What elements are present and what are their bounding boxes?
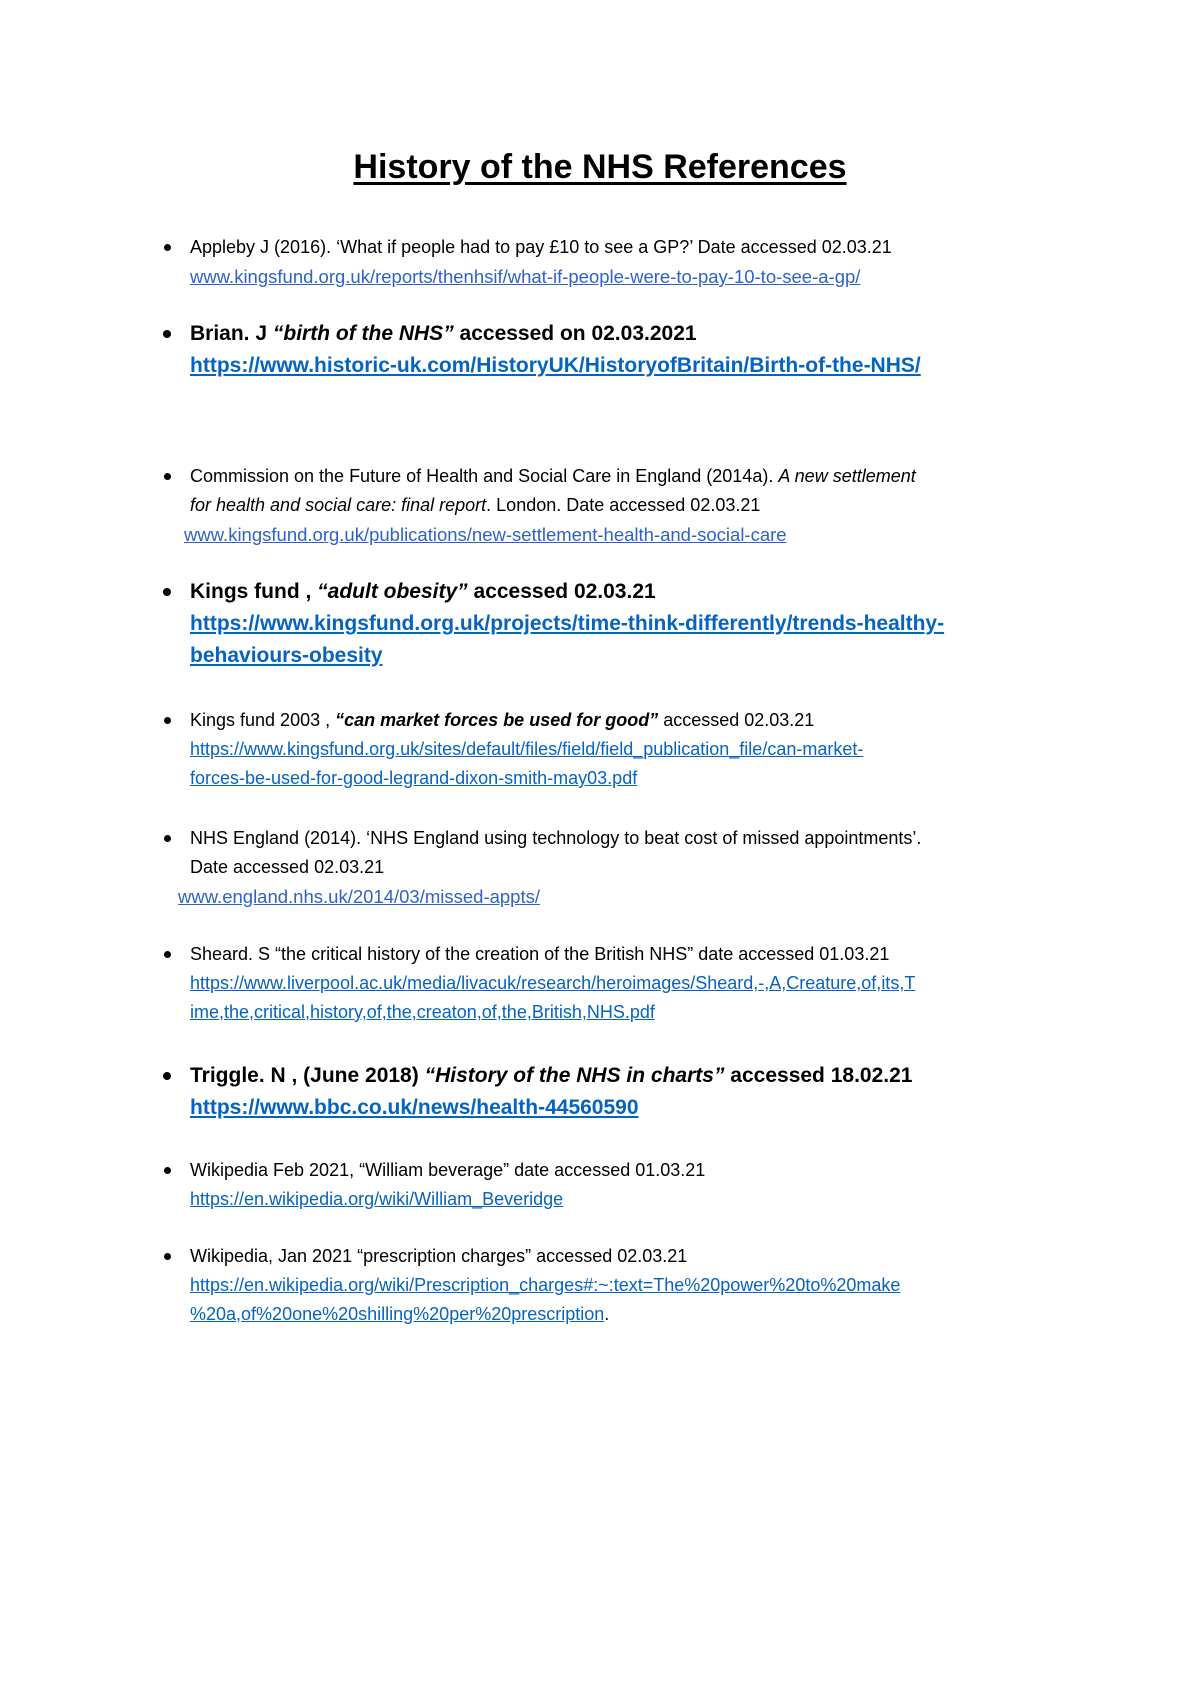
reference-author: Kings fund 2003 , — [190, 710, 336, 730]
reference-text: . London. Date accessed 02.03.21 — [486, 495, 761, 515]
reference-link[interactable]: https://en.wikipedia.org/wiki/William_Beveridge — [190, 1189, 564, 1209]
reference-link-cont[interactable]: ime,the,critical,history,of,the,creaton,of,the,British,NHS.pdf — [190, 1002, 655, 1022]
reference-accessed: accessed on 02.03.2021 — [453, 322, 697, 345]
reference-appleby — [190, 233, 1070, 292]
reference-nhs-england — [178, 824, 1070, 912]
reference-text: Commission on the Future of Health and Social Care in England (2014a). — [190, 466, 779, 486]
reference-link[interactable]: https://www.kingsfund.org.uk/projects/time-think-differently/trends-healthy- — [190, 612, 945, 635]
bullet-icon — [164, 473, 171, 480]
reference-link[interactable]: https://www.liverpool.ac.uk/media/livacuk/research/heroimages/Sheard,-,A,Creature,of,its,T — [190, 973, 916, 993]
reference-title: “can market forces be used for good” — [335, 710, 659, 730]
bullet-icon — [164, 1253, 171, 1260]
reference-brian — [190, 318, 1070, 382]
reference-triggle — [190, 1060, 1070, 1124]
reference-link[interactable]: https://en.wikipedia.org/wiki/Prescription_charges#:~:text=The%20power%20to%20make — [190, 1275, 901, 1295]
reference-link[interactable]: https://www.kingsfund.org.uk/sites/default/files/field/field_publication_file/can-market- — [190, 739, 864, 759]
reference-author: Kings fund , — [190, 580, 318, 603]
reference-wikipedia-prescription — [190, 1242, 1070, 1329]
reference-text: NHS England (2014). ‘NHS England using technology to beat cost of missed appointments’. — [190, 828, 922, 848]
reference-kings-fund-2003 — [190, 706, 1070, 793]
reference-accessed: accessed 18.02.21 — [724, 1064, 913, 1087]
reference-link-cont[interactable]: forces-be-used-for-good-legrand-dixon-smith-may03.pdf — [190, 768, 638, 788]
reference-title-cont: for health and social care: final report — [190, 495, 487, 515]
bullet-icon — [163, 330, 171, 338]
reference-link-cont[interactable]: %20a,of%20one%20shilling%20per%20prescription — [190, 1304, 605, 1324]
reference-text: Wikipedia Feb 2021, “William beverage” date accessed 01.03.21 — [190, 1160, 706, 1180]
bullet-icon — [164, 1167, 171, 1174]
reference-title: A new settlement — [778, 466, 916, 486]
reference-accessed: accessed 02.03.21 — [658, 710, 815, 730]
reference-link[interactable]: www.england.nhs.uk/2014/03/missed-appts/ — [178, 886, 540, 907]
reference-author: Brian. J — [190, 322, 273, 345]
reference-text: Sheard. S “the critical history of the creation of the British NHS” date accessed 01.03.21 — [190, 944, 890, 964]
reference-link-cont[interactable]: behaviours-obesity — [190, 644, 383, 667]
reference-link[interactable]: www.kingsfund.org.uk/publications/new-settlement-health-and-social-care — [184, 524, 787, 545]
reference-title: “History of the NHS in charts” — [424, 1064, 725, 1087]
reference-kings-fund-obesity — [190, 576, 1070, 672]
reference-title: “adult obesity” — [317, 580, 468, 603]
reference-accessed: accessed 02.03.21 — [467, 580, 656, 603]
bullet-icon — [163, 588, 171, 596]
trailing-period: . — [604, 1304, 610, 1324]
reference-author: Triggle. N , (June 2018) — [190, 1064, 425, 1087]
bullet-icon — [164, 244, 171, 251]
reference-wikipedia-beveridge — [190, 1156, 1070, 1214]
reference-text: Wikipedia, Jan 2021 “prescription charges” accessed 02.03.21 — [190, 1246, 688, 1266]
bullet-icon — [164, 717, 171, 724]
reference-link[interactable]: www.kingsfund.org.uk/reports/thenhsif/what-if-people-were-to-pay-10-to-see-a-gp/ — [190, 266, 861, 287]
reference-title: “birth of the NHS” — [272, 322, 454, 345]
reference-link[interactable]: https://www.historic-uk.com/HistoryUK/HistoryofBritain/Birth-of-the-NHS/ — [190, 354, 921, 377]
reference-text: Appleby J (2016). ‘What if people had to pay £10 to see a GP?’ Date accessed 02.03.21 — [190, 237, 892, 257]
reference-commission — [184, 462, 1070, 550]
bullet-icon — [164, 951, 171, 958]
bullet-icon — [163, 1072, 171, 1080]
bullet-icon — [164, 835, 171, 842]
page-title: History of the NHS References — [353, 148, 847, 186]
reference-link[interactable]: https://www.bbc.co.uk/news/health-44560590 — [190, 1096, 639, 1119]
reference-sheard — [190, 940, 1070, 1027]
reference-text-cont: Date accessed 02.03.21 — [190, 857, 385, 877]
